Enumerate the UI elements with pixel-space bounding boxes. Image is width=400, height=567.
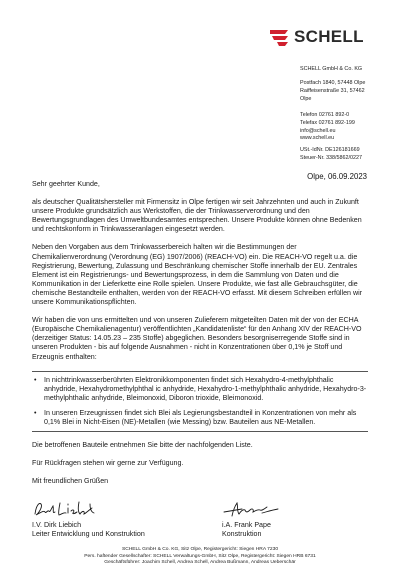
- sender-company: [300, 66, 362, 74]
- footer-line-1: SCHELL GmbH & Co. KG, Sitz Olpe, Registergericht: Siegen HRA 7230: [121, 547, 279, 552]
- sender-postfach: Postfach 1840, 57448 Olpe: [300, 80, 366, 86]
- closing: Mit freundlichen Grüßen: [32, 477, 109, 486]
- letter-body: [32, 180, 368, 495]
- sender-ust: USt.-IdNr. DE126181669: [300, 147, 360, 153]
- paragraph-3: Wir haben die von uns ermittelten und von unseren Zulieferern mitgeteilten Daten mit der von der ECHA (Europäische Chemikalienagentur) veröffentlichten „Kandidatenliste“ für den Anhang XIV der REACH-VO (derzeitiger Status: 14.05.23 – 235 Stoffe) abgeglichen. Besonders besorgniserregende Stoffe sind in unseren Produkten - bis auf folgende Ausnahmen - nicht in Konzentrationen über 0,1% je Stoff und Erzeugnis enthalten:: [32, 316, 362, 361]
- sender-contact: [300, 112, 355, 143]
- handwritten-signature-right: [222, 498, 282, 520]
- sender-email[interactable]: info@schell.eu: [300, 127, 336, 134]
- signer-left-title: Leiter Entwicklung und Konstruktion: [32, 530, 145, 539]
- letter-date: Olpe, 06.09.2023: [307, 172, 367, 181]
- paragraph-1: als deutscher Qualitätshersteller mit Firmensitz in Olpe fertigen wir seit Jahrzehnten und auch in Zukunft unsere Produkte grundsätzlich aus Werkstoffen, die der Trinkwasserverordnung und den Bewertungsgrundlagen des Umweltbundesamtes entsprechen. Unsere Produkte können ohne Bedenken und rechtskonform in Trinkwasseranlagen eingesetzt werden.: [32, 198, 362, 234]
- greeting: Sehr geehrter Kunde,: [32, 180, 100, 188]
- signatures: [32, 498, 368, 548]
- footer-line-3: Geschäftsführer: Joachim Schell, Andrea Schell, Andrea Bußmann, Andreas Ueberschär: [104, 560, 296, 566]
- page-footer: [0, 547, 400, 567]
- sender-street: Raiffeisenstraße 31, 57462: [300, 87, 365, 94]
- signer-left-name: I.V. Dirk Liebich: [32, 521, 82, 529]
- footer-line-2: Pers. haftender Gesellschafter: SCHELL Verwaltungs-GmbH, Sitz Olpe, Registergericht: Siegen HRB 6731: [84, 553, 316, 559]
- paragraph-2: Neben den Vorgaben aus dem Trinkwasserbereich halten wir die Bestimmungen der Chemikalienverordnung (Verordnung (EG) 1907/2006) (REACH-VO) ein. Die REACH-VO regelt u.a. die Registrierung, Bewertung, Zulassung und Beschränkung chemischer Stoffe innerhalb der EU. Zentrales Element ist ein Registrierungs- und Bewertungsprozess, in dem die Sammlung von Daten und die Kommunikation in der Lieferkette eine Rolle spielen. Unsere Produkte, wie fast alle Gebrauchsgüter, die chemische Bestandteile enthalten, werden von der REACH-VO erfasst. Mit diesem Schreiben erfüllen wir unsere Kommunikationspflichten.: [32, 243, 363, 307]
- signature-left: [32, 498, 145, 539]
- sender-telefax: Telefax 02761 892-199: [300, 119, 355, 126]
- bullet-icon: •: [34, 375, 37, 384]
- signature-right: [222, 498, 282, 539]
- sender-telefon: Telefon 02761 892-0: [300, 112, 350, 118]
- list-item: [32, 409, 368, 427]
- list-item: [32, 376, 368, 403]
- sender-web[interactable]: www.schell.eu: [300, 135, 335, 142]
- exceptions-list: [32, 371, 368, 432]
- signer-right-title: Konstruktion: [222, 530, 262, 539]
- paragraph-5: Für Rückfragen stehen wir gerne zur Verfügung.: [32, 459, 184, 468]
- handwritten-signature-left: [32, 498, 102, 520]
- sender-address: [300, 80, 365, 103]
- logo-wordmark: SCHELL: [294, 27, 364, 46]
- sender-tax: [300, 147, 362, 163]
- sender-steuer: Steuer-Nr. 338/5862/0227: [300, 154, 363, 161]
- list-item-text: In unseren Erzeugnissen findet sich Blei als Legierungsbestandteil in Konzentrationen von mehr als 0,1% Blei in Nicht-Eisen (NE)-Metallen (wie Messing) bzw. Bauteilen aus NE-Metallen.: [44, 408, 357, 426]
- list-item-text: In nichttrinkwasserberührten Elektronikkomponenten findet sich Hexahydro-4-methylphthalic anhydride, Hexahydromethylphthal ic anhydride, Hexahydro-1-methylphthalic anhydride, Hexahydro-3-methylphthalic anhydride, Bleimonoxid, Diboron trioxide, Bleimonoxid.: [44, 375, 367, 402]
- paragraph-4: Die betroffenen Bauteile entnehmen Sie bitte der nachfolgenden Liste.: [32, 441, 253, 450]
- schell-logo-icon: [268, 27, 290, 47]
- company-logo: [268, 24, 364, 50]
- bullet-icon: •: [34, 408, 37, 417]
- sender-company-name: SCHELL GmbH & Co. KG: [300, 66, 363, 72]
- signer-right-name: i.A. Frank Pape: [222, 521, 271, 529]
- sender-city: Olpe: [300, 95, 312, 102]
